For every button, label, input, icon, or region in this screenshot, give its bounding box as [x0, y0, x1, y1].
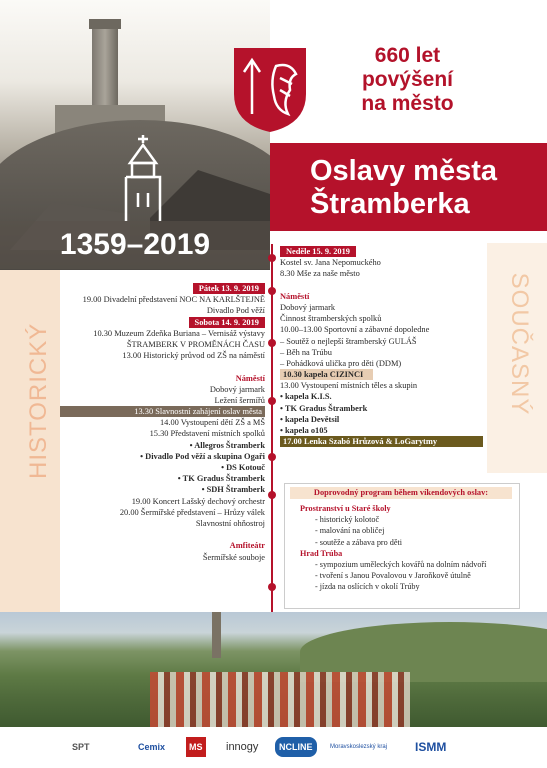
title-line-1: Oslavy města	[310, 155, 498, 187]
program-item: Divadlo Pod věží	[206, 306, 265, 316]
list-item: - tvoření s Janou Povalovou v Jaroňkově útulně	[315, 571, 471, 581]
venue-heading: Amfiteátr	[229, 541, 265, 551]
anniversary-line-1: 660 let	[374, 44, 441, 67]
club-item: • TK Gradus Štramberk	[177, 474, 265, 484]
timeline-dot	[268, 287, 276, 295]
town-crest-icon	[230, 44, 310, 134]
anniversary-line-3: na město	[361, 92, 454, 115]
list-item: - jízda na oslících v okolí Trúby	[315, 582, 420, 592]
historic-label: HISTORICKÝ	[25, 322, 52, 479]
year-range: 1359–2019	[0, 221, 270, 269]
timeline-dot	[268, 339, 276, 347]
sponsor-logo: Cemix	[138, 742, 166, 752]
list-item: - soutěže a zábava pro děti	[315, 537, 403, 547]
program-item: Činnost štramberských spolků	[280, 314, 382, 324]
venue-heading: Náměstí	[280, 291, 310, 301]
side-program-heading: Doprovodný program během víkendových oslav:	[290, 487, 512, 499]
venue-heading: Hrad Trúba	[300, 548, 343, 558]
sunday-program	[280, 246, 485, 447]
club-item: • DS Kotouč	[221, 463, 265, 472]
highlight-item: 10.30 kapela CIZINCI	[280, 369, 373, 380]
timeline-dot	[268, 254, 276, 262]
program-item: – Běh na Trúbu	[280, 347, 332, 357]
friday-date: Pátek 13. 9. 2019	[193, 283, 265, 294]
program-item: Dobový jarmark	[209, 384, 265, 394]
program-item: 13.00 Vystoupení místních těles a skupin	[280, 381, 418, 391]
program-item: 15.30 Představení místních spolků	[149, 429, 265, 439]
sponsor-logo: innogy	[226, 741, 259, 753]
band-item: • kapela K.I.S.	[280, 392, 332, 402]
band-item: • kapela Devětsil	[280, 414, 340, 424]
spacer	[60, 361, 265, 372]
sponsor-logo: Moravskoslezský kraj	[330, 744, 388, 750]
program-item: 14.00 Vystoupení dětí ZŠ a MŠ	[159, 418, 265, 428]
program-item: 20.00 Šermířské představení – Hrůzy válek	[119, 507, 265, 517]
club-item: • SDH Štramberk	[201, 485, 265, 495]
saturday-date: Sobota 14. 9. 2019	[189, 317, 265, 328]
program-item: 10.30 Muzeum Zdeňka Buriana – Vernisáž výstavy	[93, 328, 265, 338]
town-landscape-photo	[0, 612, 547, 727]
sponsor-logo: ISMM	[415, 740, 447, 754]
saturday-program	[60, 283, 265, 563]
sunday-date: Neděle 15. 9. 2019	[280, 246, 356, 257]
list-item: - historický kolotoč	[315, 515, 380, 525]
program-item: – Soutěž o nejlepší štramberský GULÁŠ	[280, 336, 417, 346]
club-item: • Divadlo Pod věží a skupina Ogaři	[140, 451, 265, 461]
side-program-list	[300, 503, 515, 593]
opening-ceremony: 13.30 Slavnostní zahájení oslav města	[60, 406, 265, 417]
sponsor-logo: NCLINE	[275, 737, 317, 757]
band-item: • kapela o105	[280, 426, 328, 435]
program-item: – Pohádková ulička pro děti (DDM)	[280, 358, 402, 368]
list-item: - malování na obličej	[315, 526, 385, 536]
band-item: • TK Gradus Štramberk	[280, 403, 368, 413]
anniversary-heading	[320, 44, 495, 116]
program-item: Ležení šermířů	[214, 395, 265, 405]
timeline-line	[271, 244, 273, 612]
program-item: 13.00 Historický průvod od ZŠ na náměstí	[122, 351, 265, 361]
venue-heading: Náměstí	[235, 373, 265, 383]
list-item: - sympozium uměleckých kovářů na dolním nádvoří	[315, 559, 487, 569]
present-label: SOUČASNÝ	[506, 272, 533, 416]
program-item: 8.30 Mše za naše město	[280, 269, 360, 279]
program-item: ŠTRAMBERK V PROMĚNÁCH ČASU	[126, 339, 265, 349]
program-item: Kostel sv. Jana Nepomuckého	[280, 258, 381, 268]
timeline-dot	[268, 491, 276, 499]
sponsor-logo: MS	[186, 737, 206, 757]
club-item: • Allegros Štramberk	[189, 440, 265, 450]
program-item: Dobový jarmark	[280, 302, 336, 312]
title-line-2: Štramberka	[310, 188, 470, 220]
program-item: Šermířské souboje	[202, 552, 265, 562]
timeline-dot	[268, 397, 276, 405]
headliner-item: 17.00 Lenka Szabó Hrůzová & LoGarytmy	[280, 436, 483, 447]
timeline-dot	[268, 583, 276, 591]
title-band	[270, 143, 547, 231]
venue-heading: Prostranství u Staré školy	[300, 504, 391, 513]
spacer	[280, 280, 485, 291]
anniversary-line-2: povýšení	[361, 68, 454, 91]
tower-outline-icon	[118, 133, 168, 223]
program-item: 19.00 Divadelní představení NOC NA KARLŠTEJNĚ	[82, 295, 265, 305]
program-item: 19.00 Koncert Lašský dechový orchestr	[131, 496, 265, 506]
spacer	[60, 529, 265, 540]
program-item: 10.00–13.00 Sportovní a zábavné dopoledne	[280, 325, 430, 335]
sponsor-logo: SPT	[72, 742, 90, 752]
timeline-dot	[268, 453, 276, 461]
program-item: Slavnostní ohňostroj	[195, 518, 265, 528]
